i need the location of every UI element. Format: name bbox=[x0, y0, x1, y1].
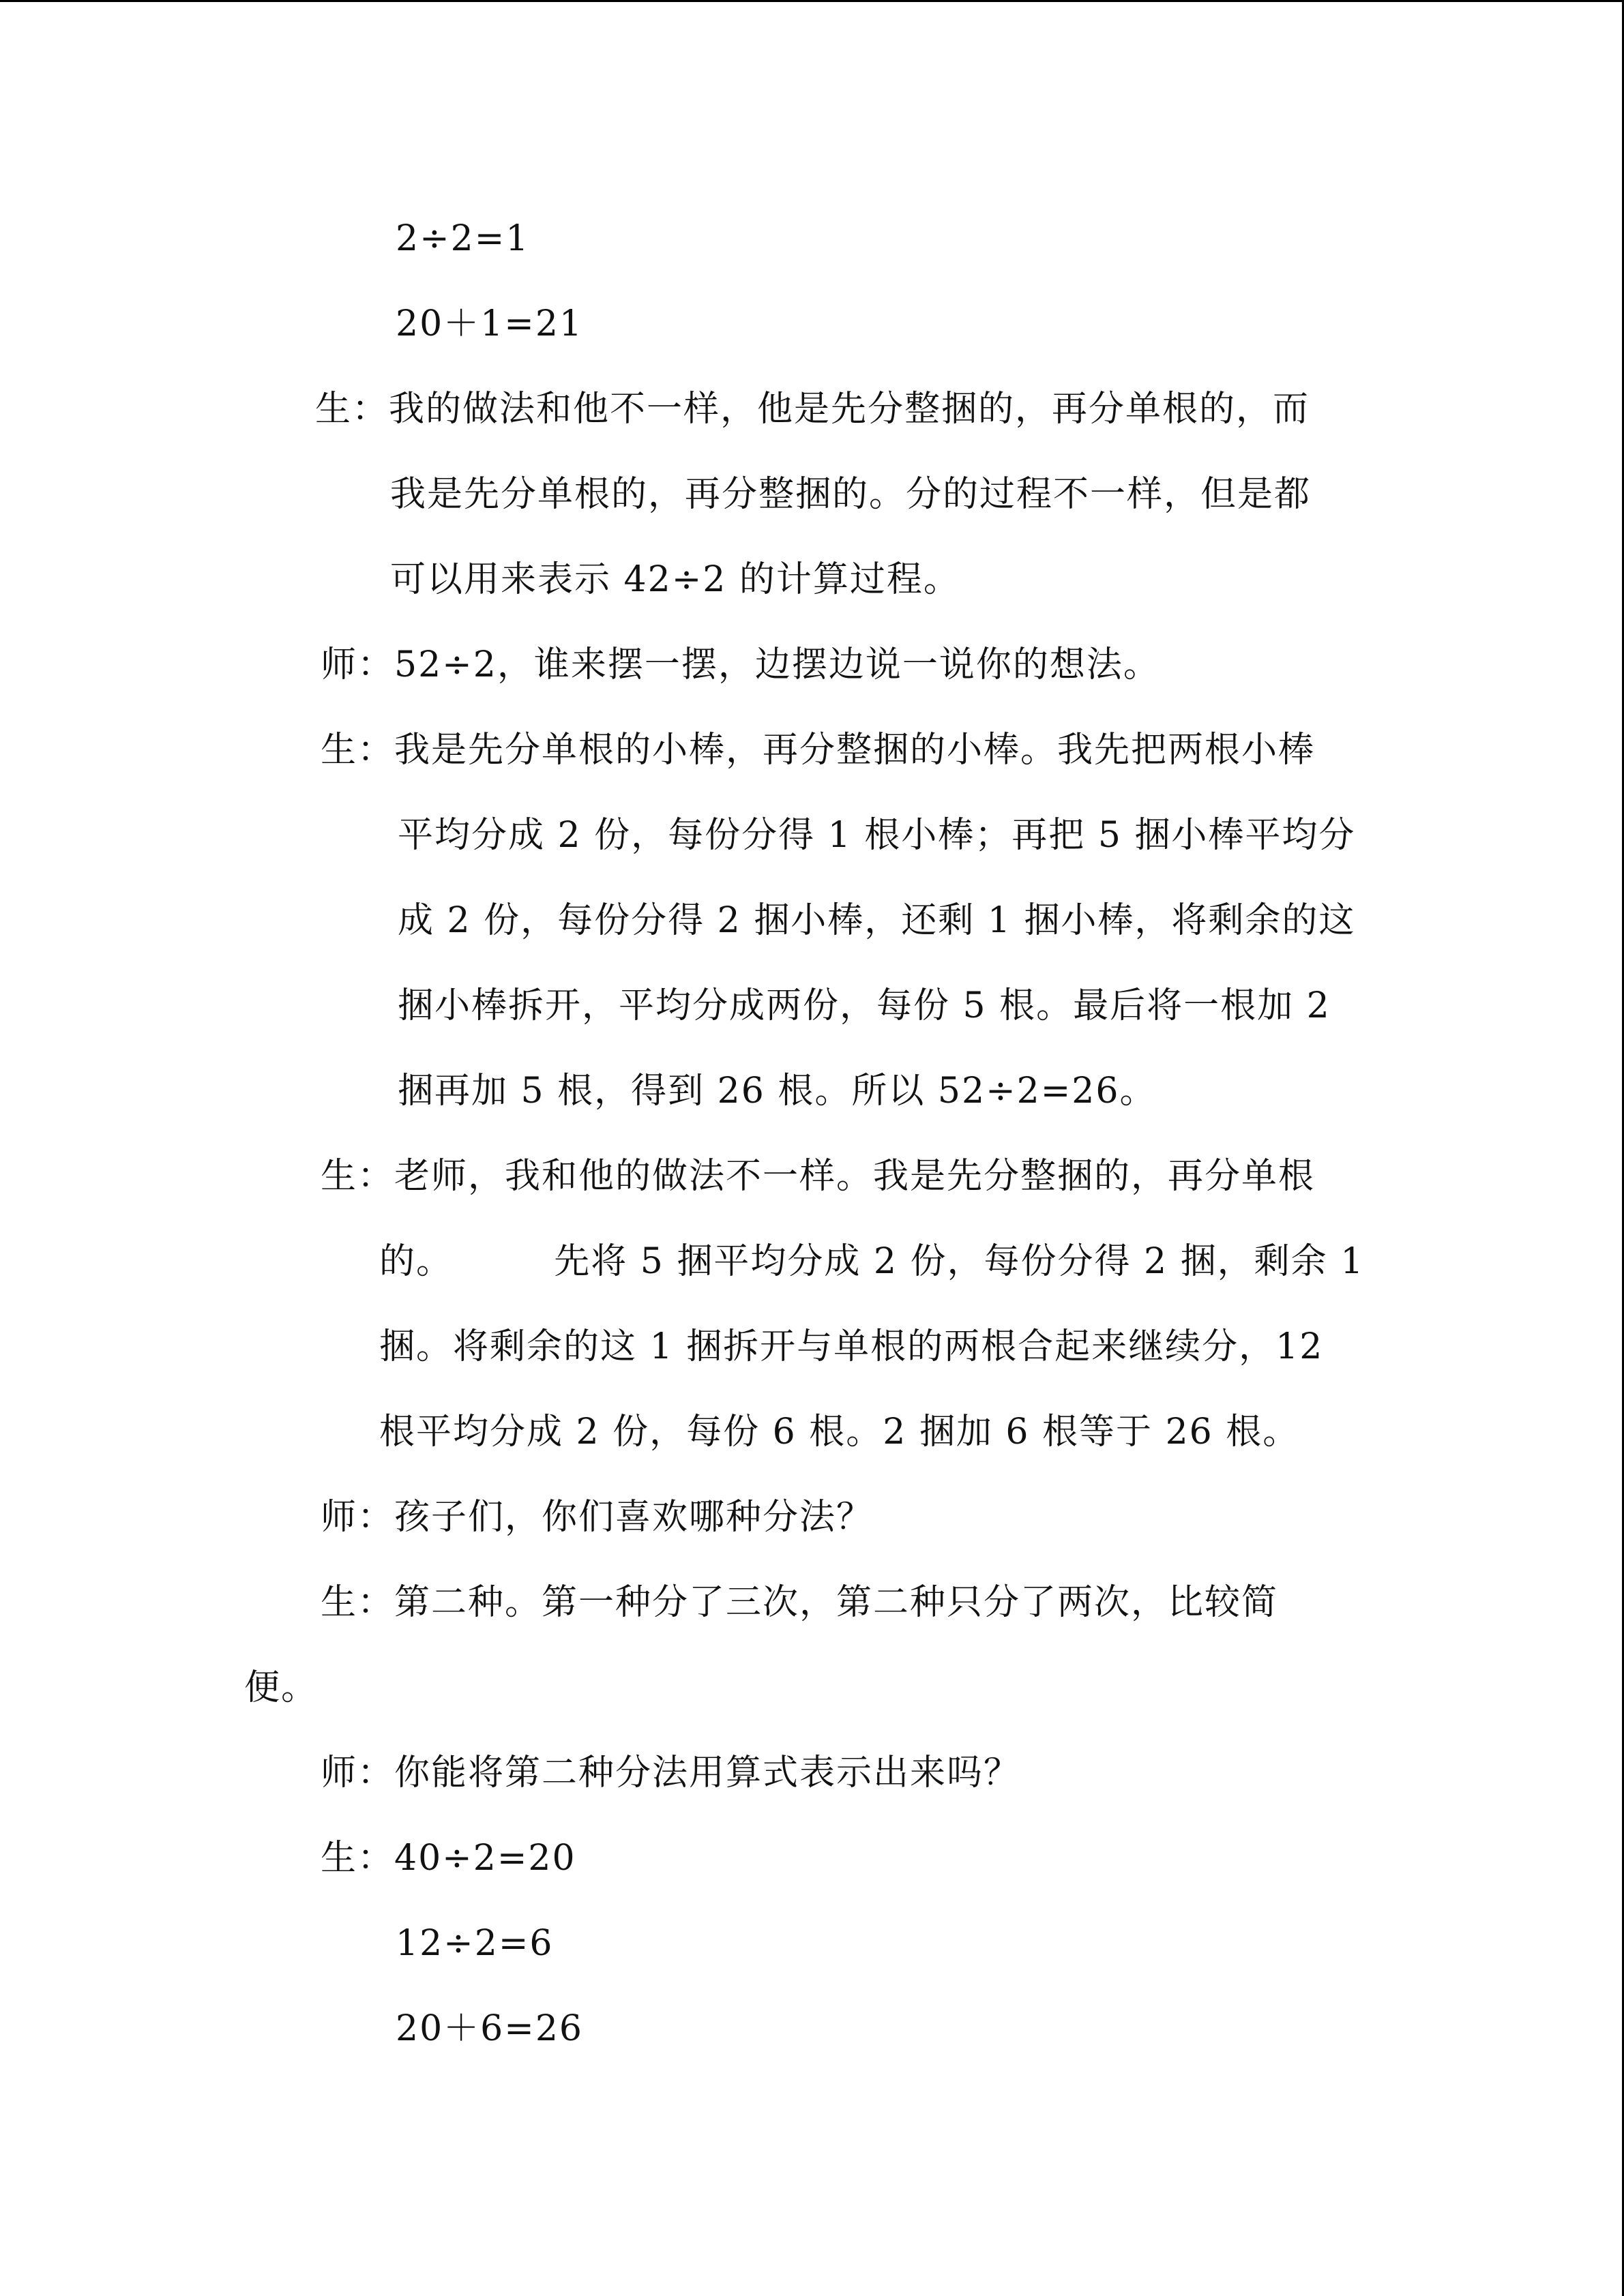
page-top-border bbox=[0, 0, 1624, 2]
text-line: 生：老师，我和他的做法不一样。我是先分整捆的，再分单根 bbox=[321, 1156, 1316, 1197]
text-line: 生：第二种。第一种分了三次，第二种只分了两次，比较简 bbox=[321, 1582, 1279, 1623]
text-line: 平均分成 2 份，每份分得 1 根小棒；再把 5 捆小棒平均分 bbox=[398, 815, 1356, 856]
text-line: 2÷2=1 bbox=[396, 218, 530, 259]
text-line: 捆再加 5 根，得到 26 根。所以 52÷2=26。 bbox=[398, 1071, 1157, 1112]
text-line: 生：我的做法和他不一样，他是先分整捆的，再分单根的，而 bbox=[315, 389, 1310, 430]
text-line: 师：你能将第二种分法用算式表示出来吗？ bbox=[321, 1753, 1021, 1793]
text-line: 便。 bbox=[244, 1667, 319, 1708]
text-line: 生：40÷2=20 bbox=[321, 1838, 576, 1879]
text-line: 20＋1=21 bbox=[396, 303, 583, 344]
text-line: 师：孩子们，你们喜欢哪种分法？ bbox=[321, 1497, 874, 1538]
text-line: 根平均分成 2 份，每份 6 根。2 捆加 6 根等于 26 根。 bbox=[379, 1412, 1300, 1452]
text-line: 捆。将剩余的这 1 捆拆开与单根的两根合起来继续分，12 bbox=[379, 1326, 1324, 1367]
text-line: 生：我是先分单根的小棒，再分整捆的小棒。我先把两根小棒 bbox=[321, 730, 1316, 771]
text-line: 可以用来表示 42÷2 的计算过程。 bbox=[390, 559, 960, 600]
text-line: 成 2 份，每份分得 2 捆小棒，还剩 1 捆小棒，将剩余的这 bbox=[398, 900, 1356, 941]
text-line: 12÷2=6 bbox=[396, 1923, 554, 1964]
text-line: 我是先分单根的，再分整捆的。分的过程不一样，但是都 bbox=[390, 474, 1312, 515]
text-line: 师：52÷2，谁来摆一摆，边摆边说一说你的想法。 bbox=[321, 644, 1160, 685]
text-line: 捆小棒拆开，平均分成两份，每份 5 根。最后将一根加 2 bbox=[398, 985, 1331, 1026]
text-line: 的。 先将 5 捆平均分成 2 份，每份分得 2 捆，剩余 1 bbox=[379, 1241, 1365, 1282]
text-line: 20＋6=26 bbox=[396, 2008, 583, 2049]
